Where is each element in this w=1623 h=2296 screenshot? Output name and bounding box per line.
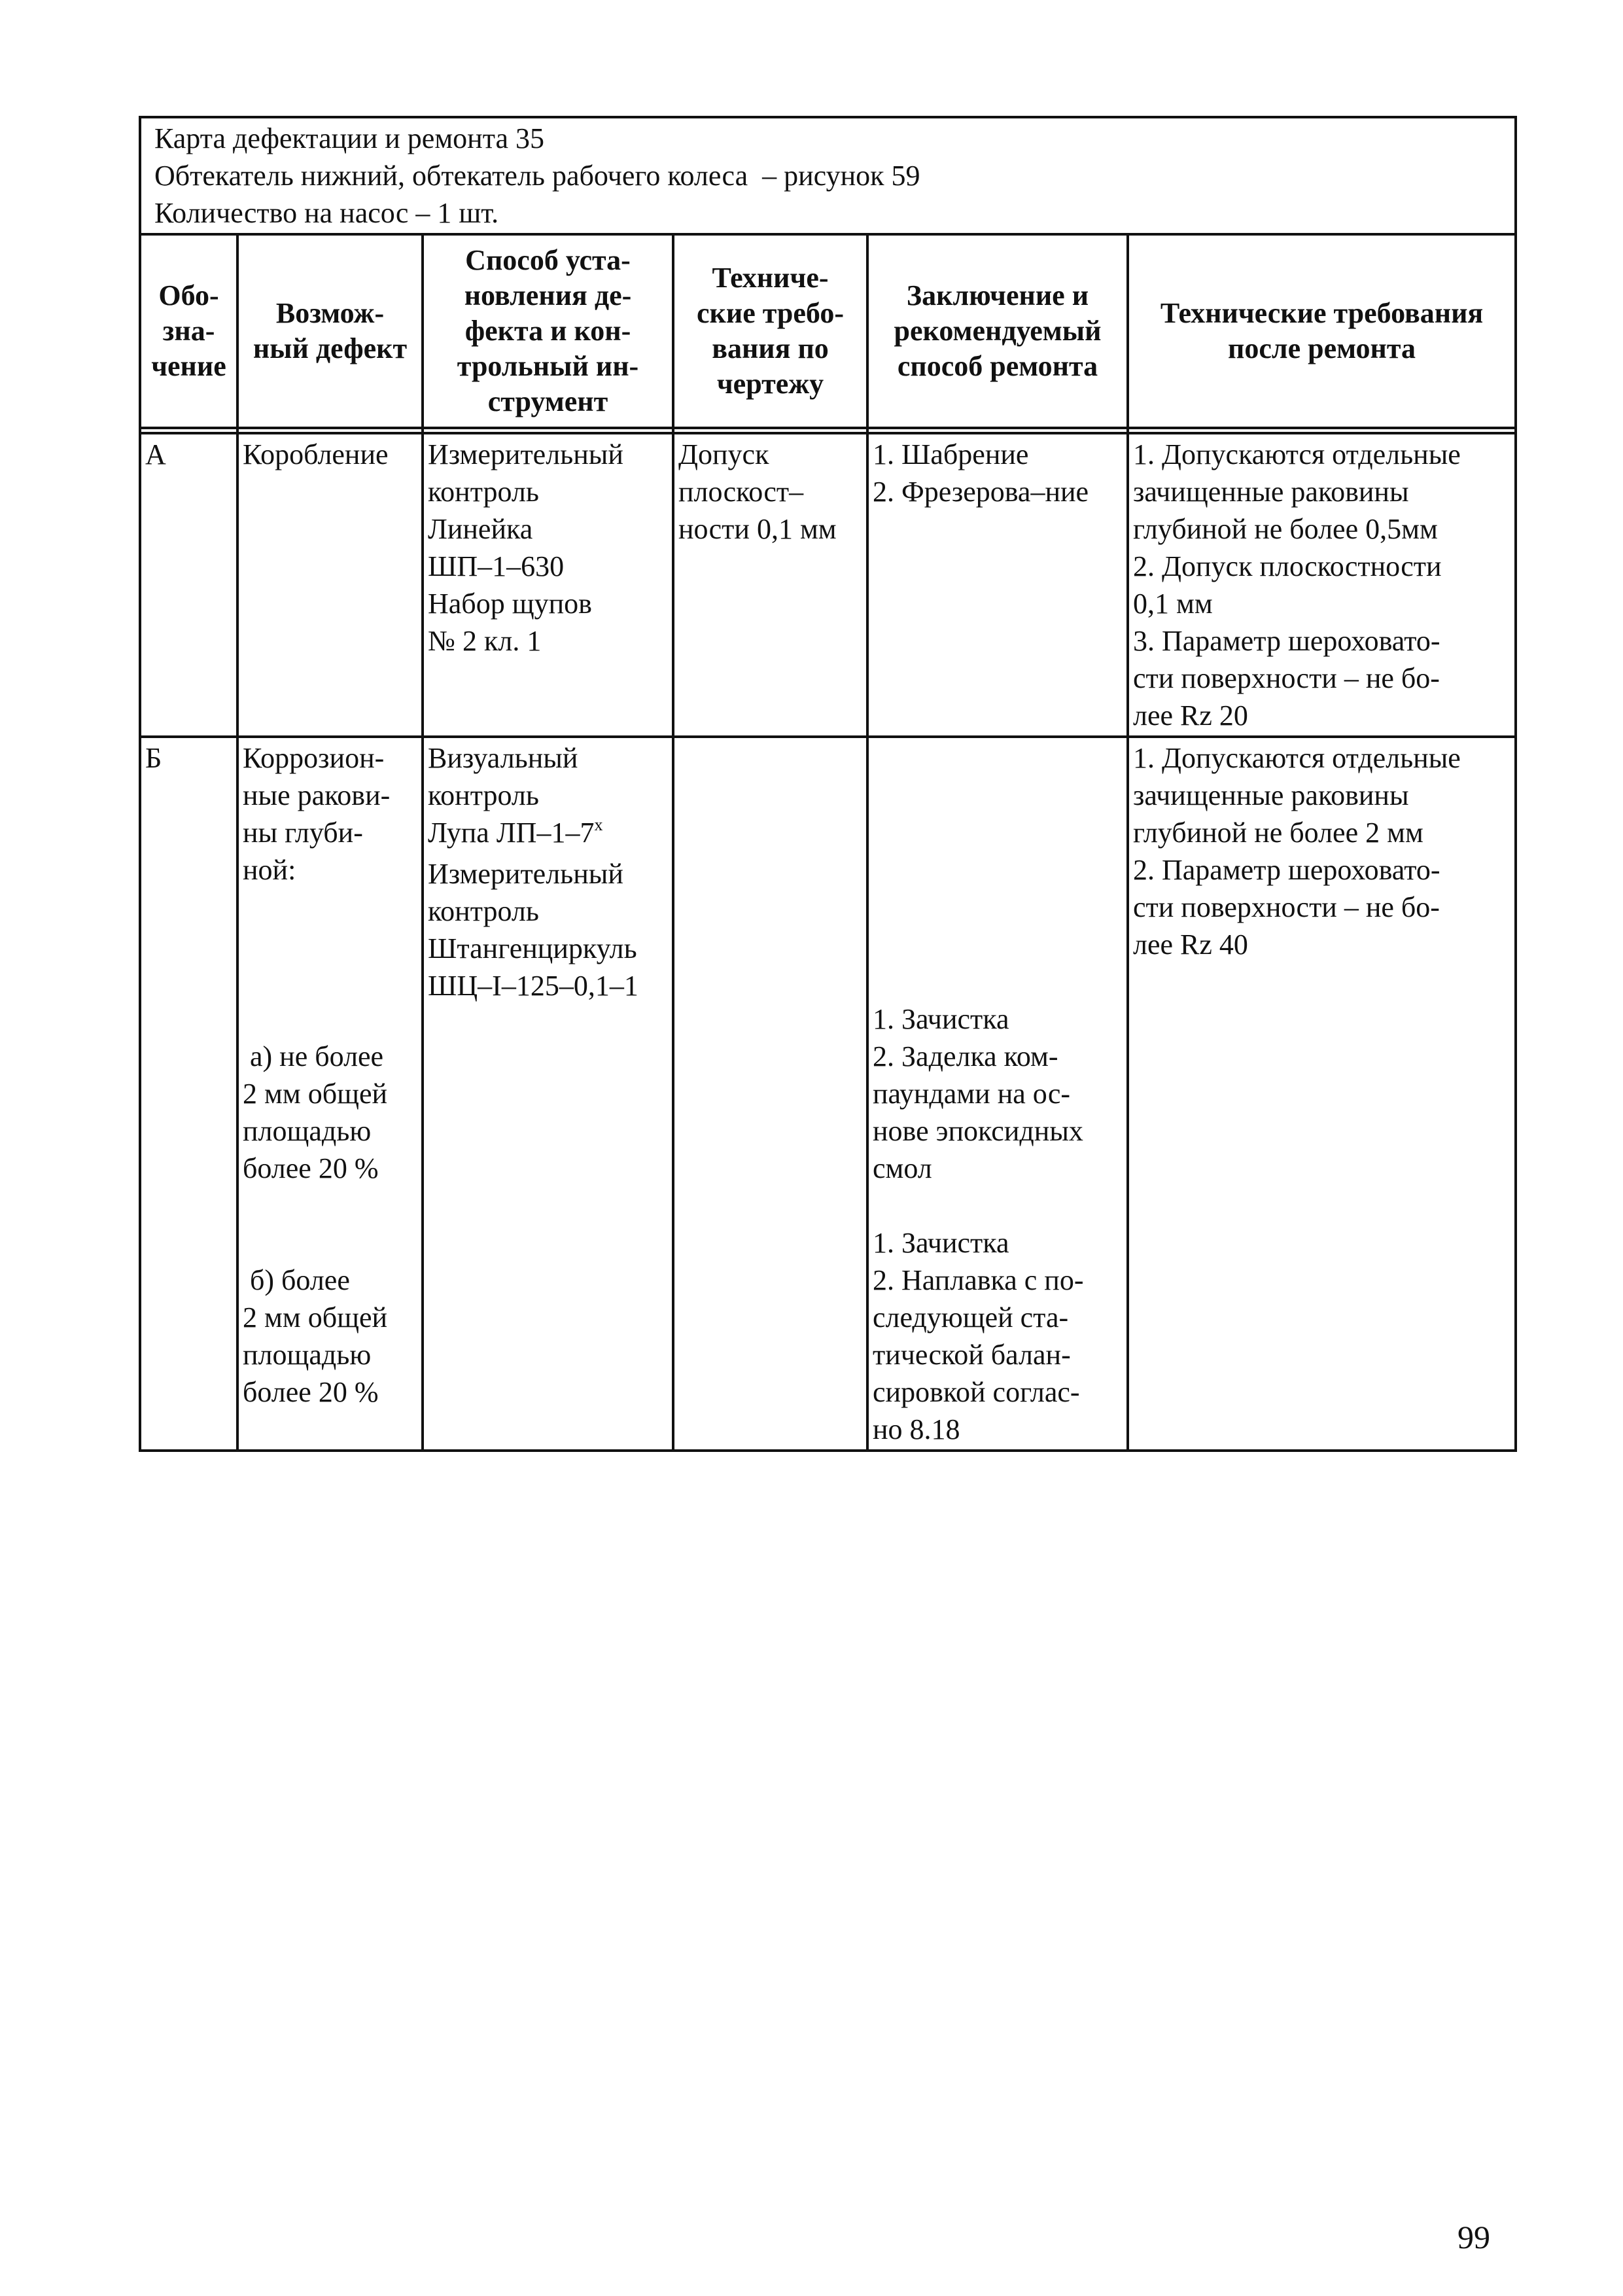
- header-text: струмент: [487, 385, 608, 417]
- card-title-line-3: Количество на насос – 1 шт.: [154, 197, 499, 229]
- method-text: Измерительный: [428, 858, 623, 890]
- repair-text: 1. Шабрение: [873, 438, 1029, 470]
- repair-option-b-text: 2. Наплавка с по-: [873, 1264, 1084, 1296]
- spacer: [873, 777, 1123, 814]
- header-text: фекта и кон-: [464, 315, 631, 347]
- repair-method-cell: [867, 737, 1128, 1451]
- header-text: Заключение и: [906, 279, 1089, 311]
- header-text: трольный ин-: [457, 350, 639, 382]
- method-text: контроль: [428, 779, 539, 811]
- drawing-req-text: Допуск: [678, 438, 769, 470]
- header-method: [423, 234, 673, 428]
- defect-option-b-text: площадью: [243, 1339, 372, 1371]
- defect-text: ны глуби-: [243, 817, 363, 849]
- table-row: [140, 737, 1516, 1451]
- designation-cell: [140, 737, 237, 1451]
- method-text: Измерительный: [428, 438, 623, 470]
- method-superscript: х: [594, 815, 603, 834]
- spacer: [873, 889, 1123, 926]
- separator-cell: [1128, 428, 1516, 433]
- card-title: [140, 117, 1516, 234]
- header-separator: [140, 428, 1516, 433]
- after-repair-text: зачищенные раковины: [1133, 476, 1409, 508]
- separator-cell: [867, 428, 1128, 433]
- spacer: [243, 926, 417, 963]
- header-text: после ремонта: [1228, 332, 1416, 364]
- header-drawing-requirements: [673, 234, 867, 428]
- designation-cell: [140, 433, 237, 737]
- separator-cell: [423, 428, 673, 433]
- header-designation: [140, 234, 237, 428]
- method-text: Лупа ЛП–1–7: [428, 817, 595, 849]
- header-text: Технические требования: [1160, 297, 1484, 329]
- defect-option-a-text: площадью: [243, 1115, 372, 1147]
- repair-option-b-text: следующей ста-: [873, 1301, 1069, 1333]
- method-text-with-superscript: [428, 814, 668, 855]
- spacer: [873, 739, 1123, 777]
- after-repair-text: 1. Допускаются отдельные: [1133, 438, 1461, 470]
- after-repair-text: глубиной не более 0,5мм: [1133, 513, 1438, 545]
- method-text: Набор щупов: [428, 588, 592, 620]
- method-text: контроль: [428, 476, 539, 508]
- header-text: зна-: [162, 315, 215, 347]
- defect-option-a-text: 2 мм общей: [243, 1078, 388, 1110]
- method-text: контроль: [428, 895, 539, 927]
- after-repair-text: 2. Допуск плоскостности: [1133, 550, 1442, 582]
- method-cell: [423, 737, 673, 1451]
- separator-cell: [140, 428, 237, 433]
- after-repair-text: 0,1 мм: [1133, 588, 1213, 620]
- header-text: новления де-: [464, 279, 632, 311]
- table-row: [140, 433, 1516, 737]
- repair-option-a-text: нове эпоксидных: [873, 1115, 1083, 1147]
- defect-option-b-text: б) более: [243, 1264, 350, 1296]
- after-repair-text: 2. Параметр шероховато-: [1133, 854, 1440, 886]
- header-text: рекомендуемый: [894, 315, 1102, 347]
- method-text: Штангенциркуль: [428, 932, 637, 964]
- spacer: [243, 1000, 417, 1038]
- after-repair-cell: [1128, 433, 1516, 737]
- defect-cell: [237, 433, 423, 737]
- spacer: [873, 814, 1123, 851]
- header-after-repair: [1128, 234, 1516, 428]
- separator-cell: [673, 428, 867, 433]
- defect-option-b-text: 2 мм общей: [243, 1301, 388, 1333]
- repair-option-b-text: сировкой соглас-: [873, 1376, 1080, 1408]
- header-text: Техниче-: [712, 262, 829, 294]
- header-text: вания по: [712, 332, 829, 364]
- repair-option-a-text: 1. Зачистка: [873, 1003, 1009, 1035]
- method-text: № 2 кл. 1: [428, 625, 542, 657]
- spacer: [873, 851, 1123, 889]
- header-text: способ ремонта: [897, 350, 1098, 382]
- spacer: [243, 963, 417, 1000]
- spacer: [873, 963, 1123, 1000]
- repair-option-b-text: но 8.18: [873, 1413, 960, 1445]
- defect-text: ные ракови-: [243, 779, 391, 811]
- method-cell: [423, 433, 673, 737]
- spacer: [243, 1224, 417, 1262]
- after-repair-cell: [1128, 737, 1516, 1451]
- defect-text: Коррозион-: [243, 742, 385, 774]
- repair-method-cell: [867, 433, 1128, 737]
- repair-option-a-text: паундами на ос-: [873, 1078, 1071, 1110]
- defect-option-b-text: более 20 %: [243, 1376, 379, 1408]
- header-text: ские требо-: [697, 297, 844, 329]
- defect-repair-table: [139, 116, 1517, 1452]
- after-repair-text: зачищенные раковины: [1133, 779, 1409, 811]
- header-text: Способ уста-: [465, 244, 631, 276]
- repair-option-a-text: смол: [873, 1152, 932, 1184]
- header-text: чение: [151, 350, 226, 382]
- method-text: ШП–1–630: [428, 550, 565, 582]
- header-text: Возмож-: [275, 297, 385, 329]
- after-repair-text: 1. Допускаются отдельные: [1133, 742, 1461, 774]
- drawing-requirements-cell: [673, 433, 867, 737]
- header-text: Обо-: [158, 279, 219, 311]
- spacer: [873, 926, 1123, 963]
- after-repair-text: глубиной не более 2 мм: [1133, 817, 1423, 849]
- after-repair-text: сти поверхности – не бо-: [1133, 662, 1440, 694]
- defect-cell: [237, 737, 423, 1451]
- drawing-requirements-cell: [673, 737, 867, 1451]
- method-text: Визуальный: [428, 742, 578, 774]
- drawing-req-text: плоскост–: [678, 476, 804, 508]
- page-number: 99: [1457, 2219, 1490, 2255]
- method-text: Линейка: [428, 513, 533, 545]
- defect-text: Коробление: [243, 438, 389, 470]
- repair-option-b-text: тической балан-: [873, 1339, 1071, 1371]
- defect-option-a-text: более 20 %: [243, 1152, 379, 1184]
- defect-text: ной:: [243, 854, 296, 886]
- card-title-line-2: Обтекатель нижний, обтекатель рабочего колеса – рисунок 59: [154, 160, 920, 192]
- title-row: [140, 117, 1516, 234]
- header-repair-method: [867, 234, 1128, 428]
- repair-option-a-text: 2. Заделка ком-: [873, 1040, 1058, 1072]
- header-row: [140, 234, 1516, 428]
- after-repair-text: 3. Параметр шероховато-: [1133, 625, 1440, 657]
- spacer: [243, 1187, 417, 1224]
- method-text: ШЦ–I–125–0,1–1: [428, 970, 638, 1002]
- defect-option-a-text: а) не более: [243, 1040, 384, 1072]
- after-repair-text: лее Rz 40: [1133, 928, 1248, 961]
- defect-card-sheet: [139, 116, 1514, 1452]
- header-defect: [237, 234, 423, 428]
- designation-text: Б: [145, 742, 162, 774]
- repair-option-b-text: 1. Зачистка: [873, 1227, 1009, 1259]
- spacer: [243, 889, 417, 926]
- spacer: [873, 1187, 1123, 1224]
- designation-text: А: [145, 438, 166, 470]
- card-title-line-1: Карта дефектации и ремонта 35: [154, 122, 544, 154]
- drawing-req-text: ности 0,1 мм: [678, 513, 837, 545]
- header-text: ный дефект: [253, 332, 408, 364]
- after-repair-text: лее Rz 20: [1133, 699, 1248, 732]
- header-text: чертежу: [716, 368, 824, 400]
- after-repair-text: сти поверхности – не бо-: [1133, 891, 1440, 923]
- repair-text: 2. Фрезерова–ние: [873, 476, 1089, 508]
- separator-cell: [237, 428, 423, 433]
